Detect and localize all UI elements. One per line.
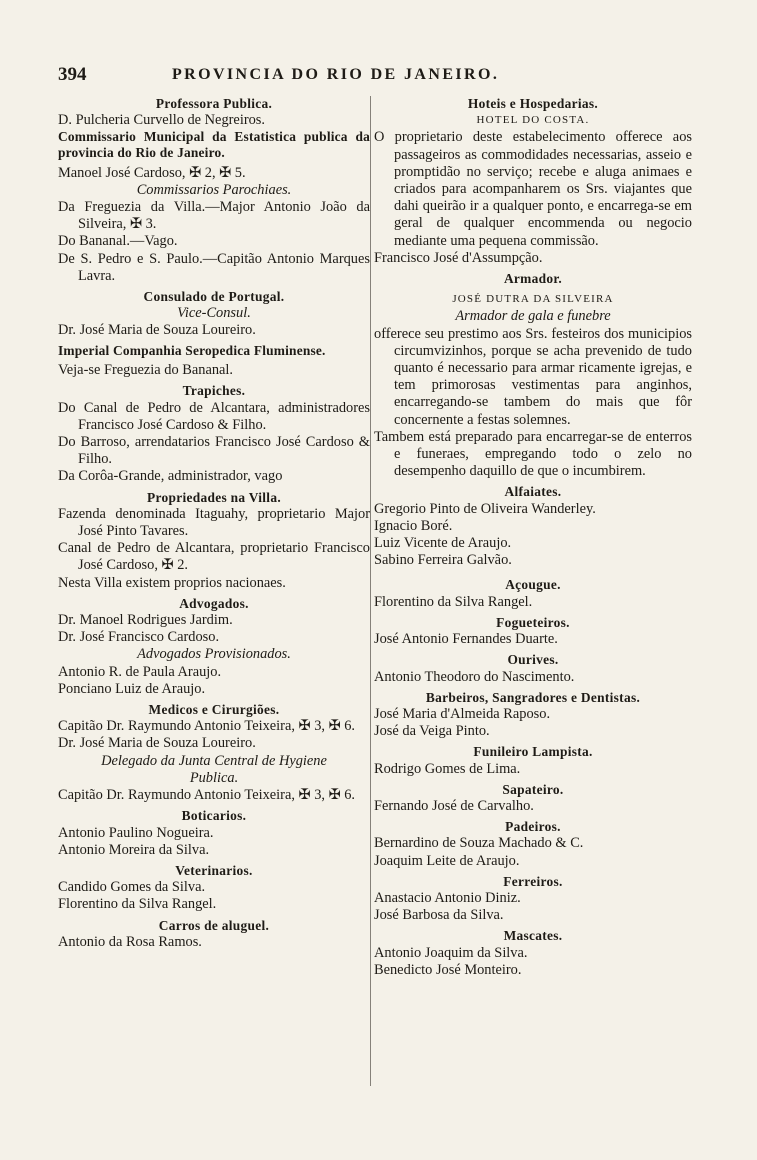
entry: José Maria d'Almeida Raposo. <box>374 705 551 722</box>
section-heading: Veterinarios. <box>175 862 253 878</box>
section-heading: Carros de aluguel. <box>158 917 270 933</box>
entry: Rodrigo Gomes de Lima. <box>374 760 521 777</box>
entry: D. Pulcheria Curvello de Negreiros. <box>58 112 266 129</box>
entry: Dr. José Francisco Cardoso. <box>58 629 220 646</box>
entry: Antonio Moreira da Silva. <box>58 841 210 858</box>
section-heading: Fogueteiros. <box>496 614 570 630</box>
entry: Sabino Ferreira Galvão. <box>374 552 512 569</box>
subheading: HOTEL DO COSTA. <box>476 114 590 127</box>
section-heading: Hoteis e Hospedarias. <box>467 96 599 111</box>
section-heading: Ferreiros. <box>503 873 563 889</box>
subheading: Armador de gala e funebre <box>455 308 611 325</box>
section-heading: Padeiros. <box>505 819 561 835</box>
entry: Dr. José Maria de Souza Loureiro. <box>58 322 256 339</box>
entry: Antonio Theodoro do Nascimento. <box>374 668 575 685</box>
entry: Luiz Vicente de Araujo. <box>374 535 512 552</box>
entry: Candido Gomes da Silva. <box>58 879 206 896</box>
running-title: PROVINCIA DO RIO DE JANEIRO. <box>172 66 500 83</box>
section-heading: Sapateiro. <box>502 781 564 797</box>
entry: Bernardino de Souza Machado & C. <box>374 835 584 852</box>
section-heading: Mascates. <box>503 928 563 944</box>
section-heading: Advogados. <box>179 595 249 611</box>
section-heading: Funileiro Lampista. <box>473 744 593 760</box>
entry: Fazenda denominada Itaguahy, proprietario Major José Pinto Tavares. <box>58 505 370 540</box>
entry: Gregorio Pinto de Oliveira Wanderley. <box>374 500 596 517</box>
entry: Antonio Joaquim da Silva. <box>374 944 528 961</box>
subheading: Delegado da Junta Central de Hygiene Publica. <box>101 752 327 786</box>
subheading: Commissarios Parochiaes. <box>136 181 292 198</box>
column-divider <box>370 96 371 1086</box>
entry: Capitão Dr. Raymundo Antonio Teixeira, ✠ 3, ✠ 6. <box>58 718 356 735</box>
subheading: JOSÉ DUTRA DA SILVEIRA <box>452 293 614 306</box>
entry: Fernando José de Carvalho. <box>374 797 534 814</box>
paragraph: O proprietario deste estabelecimento offerece aos passageiros as commodidades necessarias, asseio e promptidão no serviço; recebe e aluga animaes e criados para acompanharem os Srs. viajantes que dahi queirão ir a qualquer ponto, e encarrega-se em geral de qualquer encommenda ou negocio mediante uma pequena commissão. <box>374 129 692 249</box>
section-heading: Imperial Companhia Seropedica Fluminense. <box>58 342 326 358</box>
entry: Florentino da Silva Rangel. <box>58 896 217 913</box>
section-heading: Armador. <box>503 271 563 287</box>
section-heading: Boticarios. <box>181 808 247 824</box>
entry: Anastacio Antonio Diniz. <box>374 889 521 906</box>
section-heading: Commissario Municipal da Estatistica publica da provincia do Rio de Janeiro. <box>58 129 370 160</box>
page-header <box>58 64 698 88</box>
entry: Florentino da Silva Rangel. <box>374 593 533 610</box>
entry: Antonio Paulino Nogueira. <box>58 824 214 841</box>
section-heading: Ourives. <box>507 652 559 668</box>
entry: Ignacio Boré. <box>374 517 453 534</box>
section-heading: Propriedades na Villa. <box>147 489 281 505</box>
entry: Da Corôa-Grande, administrador, vago <box>58 468 283 485</box>
page-number: 394 <box>58 64 87 85</box>
entry: Do Canal de Pedro de Alcantara, administradores Francisco José Cardoso & Filho. <box>58 399 370 433</box>
subheading: Vice-Consul. <box>177 305 251 322</box>
entry: Da Freguezia da Villa.—Major Antonio João da Silveira, ✠ 3. <box>58 199 370 233</box>
entry: Dr. Manoel Rodrigues Jardim. <box>58 612 233 629</box>
entry: Ponciano Luiz de Araujo. <box>58 680 206 697</box>
right-column <box>374 92 692 979</box>
entry: Joaquim Leite de Araujo. <box>374 852 520 869</box>
entry: Antonio R. de Paula Araujo. <box>58 663 222 680</box>
entry: Dr. José Maria de Souza Loureiro. <box>58 735 256 752</box>
entry: Benedicto José Monteiro. <box>374 961 522 978</box>
section-heading: Professora Publica. <box>155 96 273 111</box>
section-heading: Alfaiates. <box>504 484 562 500</box>
entry: Veja-se Freguezia do Bananal. <box>58 362 234 379</box>
section-heading: Medicos e Cirurgiões. <box>148 702 280 718</box>
entry: Do Barroso, arrendatarios Francisco José Cardoso & Filho. <box>58 434 370 468</box>
paragraph: offerece seu prestimo aos Srs. festeiros dos municipios circumvizinhos, porque se acha prevenido de tudo quanto é necessario para armar ricamente igrejas, e tem primorosas vestimentas para anginhos, encarregando-se tambem do mais que fôr concernente a festas solemnes. <box>374 325 692 428</box>
entry: José da Veiga Pinto. <box>374 723 490 740</box>
section-heading: Consulado de Portugal. <box>143 289 285 305</box>
entry: José Barbosa da Silva. <box>374 907 504 924</box>
section-heading: Barbeiros, Sangradores e Dentistas. <box>425 689 641 705</box>
section-heading: Açougue. <box>505 577 561 593</box>
entry: Francisco José d'Assumpção. <box>374 249 543 266</box>
subheading: Advogados Provisionados. <box>137 646 291 663</box>
entry: Canal de Pedro de Alcantara, proprietario Francisco José Cardoso, ✠ 2. <box>58 540 370 574</box>
entry: José Antonio Fernandes Duarte. <box>374 631 558 648</box>
paragraph: Tambem está preparado para encarregar-se de enterros e funeraes, empregando todo o zelo no desempenho daquillo de que o incumbirem. <box>374 428 692 480</box>
left-column <box>58 92 370 951</box>
entry: Do Bananal.—Vago. <box>58 233 178 250</box>
section-heading: Trapiches. <box>182 383 246 399</box>
entry: De S. Pedro e S. Paulo.—Capitão Antonio Marques Lavra. <box>58 250 370 284</box>
entry: Manoel José Cardoso, ✠ 2, ✠ 5. <box>58 164 246 181</box>
entry: Capitão Dr. Raymundo Antonio Teixeira, ✠ 3, ✠ 6. <box>58 787 356 804</box>
entry: Nesta Villa existem proprios nacionaes. <box>58 574 286 591</box>
entry: Antonio da Rosa Ramos. <box>58 933 202 950</box>
